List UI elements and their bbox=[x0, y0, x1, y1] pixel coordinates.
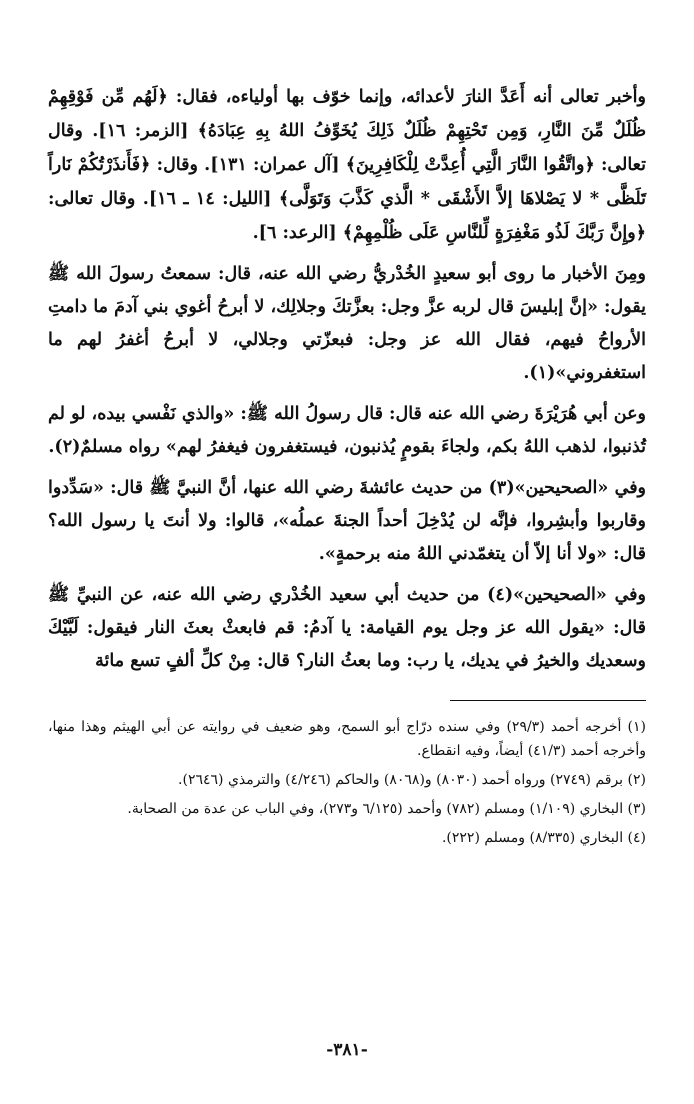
footnote-1: (١) أخرجه أحمد (٢٩/٣) وفي سنده درّاج أبو السمح، وهو ضعيف في روايته عن أبي الهيثم وهذا منها، وأخرجه أحمد (٤١/٣) أيضاً، وفيه انقطاع. bbox=[48, 719, 646, 759]
footnote-separator bbox=[450, 700, 646, 701]
footnote-3: (٣) البخاري (١/١٠٩) ومسلم (٧٨٢) وأحمد (٦/١٢٥ و٢٧٣)، وفي الباب عن عدة من الصحابة. bbox=[127, 801, 646, 817]
paragraph-abu-said-hadith: وفي «الصحيحين»(٤) من حديث أبي سعيد الخُدْري رضي الله عنه، عن النبيِّ ﷺ قال: «يقول الله عز وجل يوم القيامة: يا آدمُ: قم فابعثْ بعثَ النار فيقول: لَبَّيْكَ وسعديك والخيرُ في يديك، يا رب: وما بعثُ النار؟ قال: مِنْ كلِّ ألفٍ تسع مائة bbox=[48, 585, 646, 671]
paragraph-aisha-hadith: وفي «الصحيحين»(٣) من حديث عائشةَ رضي الله عنها، أنَّ النبيَّ ﷺ قال: «سَدِّدوا وقاربوا وأبشِروا، فإنَّه لن يُدْخِلَ أحداً الجنةَ عملُه»، قالوا: ولا أنتَ يا رسول الله؟ قال: «ولا أنا إلاّ أن يتغمّدني اللهُ منه برحمةٍ». bbox=[48, 478, 647, 564]
paragraph-abu-hurayra-hadith: وعن أبي هُرَيْرَةَ رضي الله عنه قال: قال رسولُ الله ﷺ: «والذي نَفْسي بيده، لو لم تُذنبوا، لذهب اللهُ بكم، ولجاءَ بقومٍ يُذنبون، فيستغفرون فيغفرُ لهم» رواه مسلمٌ(٢). bbox=[48, 404, 646, 457]
footnote-2: (٢) برقم (٢٧٤٩) ورواه أحمد (٨٠٣٠) و(٨٠٦٨) والحاكم (٤/٢٤٦) والترمذي (٢٦٤٦). bbox=[178, 772, 646, 788]
paragraph-intro-verses: وأخبر تعالى أنه أَعَدَّ النارَ لأعدائه، وإنما خوّف بها أولياءه، فقال: ﴿لَهُم مِّن فَوْقِهِمْ ظُلَلٌ مِّنَ النَّارِ، وَمِن تَحْتِهِمْ ظُلَلٌ ذَلِكَ يُخَوِّفُ اللهُ بِهِ عِبَادَهُ﴾ [الزمر: ١٦]. وقال تعالى: ﴿واتَّقُوا النَّارَ الَّتِي أُعِدَّتْ لِلْكَافِرِينَ﴾ [آل عمران: ١٣١]. وقال: ﴿فَأَنذَرْتُكُمْ نَاراً تَلَظَّى * لا يَصْلاهَا إلاَّ الأَشْقَى * الَّذي كَذَّبَ وَتَوَلَّى﴾ [الليل: ١٤ ـ ١٦]. وقال تعالى: ﴿وإِنَّ رَبَّكَ لَذُو مَغْفِرَةٍ لِّلنَّاسِ عَلَى ظُلْمِهِمْ﴾ [الرعد: ٦]. bbox=[48, 87, 647, 243]
footnote-4: (٤) البخاري (٨/٣٣٥) ومسلم (٢٢٢). bbox=[441, 830, 646, 846]
page-number: -٣٨١- bbox=[326, 1040, 368, 1060]
book-page bbox=[48, 80, 646, 1064]
paragraph-iblis-hadith: ومِنَ الأخبار ما روى أبو سعيدٍ الخُدْريُّ رضي الله عنه، قال: سمعتُ رسولَ الله ﷺ يقول: «إنَّ إبليسَ قال لربه عزَّ وجل: بعزَّتكَ وجلالِك، لا أبرحُ أغوي بني آدمَ ما دامتِ الأرواحُ فيهم، فقال الله عز وجل: فبعزّتي وجلالي، لا أبرحُ أغفرُ لهم ما استغفروني»(١). bbox=[48, 264, 646, 383]
